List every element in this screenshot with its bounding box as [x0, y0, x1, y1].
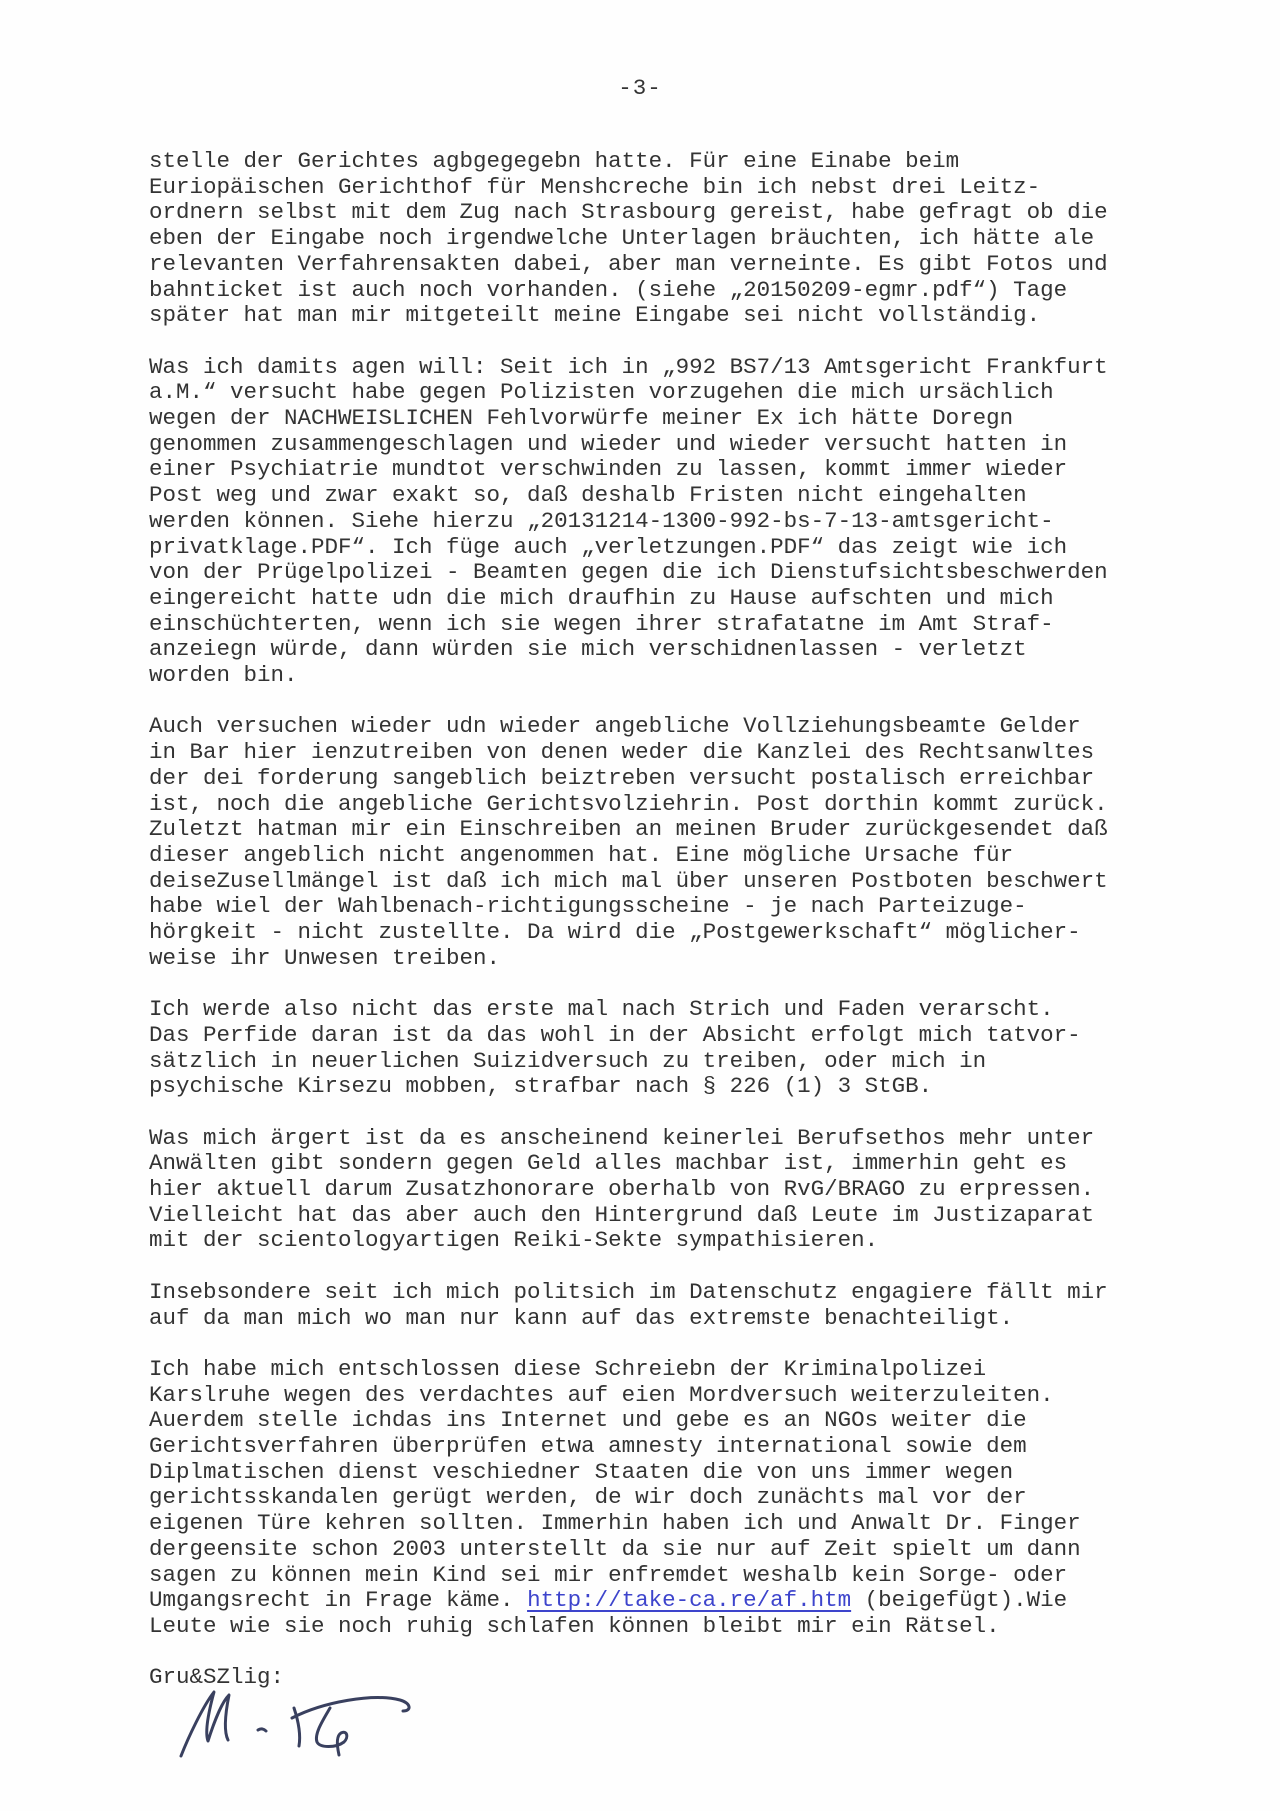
text-line: dergeensite schon 2003 unterstellt da sie nur auf Zeit spielt um dann — [149, 1535, 1081, 1562]
text-line: stelle der Gerichtes agbgegegebn hatte. Für eine Einabe beim — [149, 148, 960, 174]
handwritten-signature-icon — [148, 1678, 468, 1808]
text-line: einschüchterten, wenn ich sie wegen ihrer strafatatne im Amt Straf- — [149, 610, 1054, 637]
text-line: eigenen Türe kehren sollten. Immerhin haben ich und Anwalt Dr. Finger — [149, 1510, 1081, 1537]
text-line: Insebsondere seit ich mich politsich im Datenschutz engagiere fällt mir — [149, 1278, 1108, 1305]
text-line: Karslruhe wegen des verdachtes auf eien Mordversuch weiterzuleiten. — [149, 1381, 1054, 1408]
closing-salutation: Gru&SZlig: — [149, 1664, 285, 1691]
text-line: Euriopäischen Gerichthof für Menshcreche bin ich nebst drei Leitz- — [149, 173, 1041, 200]
text-line: später hat man mir mitgeteilt meine Eingabe sei nicht vollständig. — [149, 302, 1041, 329]
paragraph — [149, 714, 1159, 971]
paragraph — [149, 355, 1159, 689]
text-line: Leute wie sie noch ruhig schlafen können bleibt mir ein Rätsel. — [149, 1612, 1000, 1639]
take-ca-re-link[interactable]: http://take-ca.re/af.htm — [527, 1587, 852, 1614]
text-segment: (beigefügt).Wie — [851, 1587, 1068, 1614]
text-line: mit der scientologyartigen Reiki-Sekte sympathisieren. — [149, 1227, 879, 1254]
paragraph — [149, 1126, 1159, 1255]
signature-stroke — [258, 1729, 266, 1731]
text-line: Anwälten gibt sondern gegen Geld alles machbar ist, immerhin geht es — [149, 1150, 1068, 1177]
text-line: einer Psychiatrie mundtot verschwinden zu lassen, kommt immer wieder — [149, 456, 1068, 483]
text-line: gerichtsskandalen gerügt werden, de wir doch zunächts mal vor der — [149, 1484, 1027, 1511]
text-line: worden bin. — [149, 662, 298, 689]
text-line: bahnticket ist auch noch vorhanden. (siehe „20150209-egmr.pdf“) Tage — [149, 276, 1068, 303]
text-line: Post weg und zwar exakt so, daß deshalb Fristen nicht eingehalten — [149, 482, 1027, 509]
text-line: ist, noch die angebliche Gerichtsvolziehrin. Post dorthin kommt zurück. — [149, 790, 1108, 817]
text-line: relevanten Verfahrensakten dabei, aber man verneinte. Es gibt Fotos und — [149, 250, 1108, 277]
paragraph — [149, 1357, 1159, 1640]
text-line: in Bar hier ienzutreiben von denen weder die Kanzlei des Rechtsanwltes — [149, 739, 1095, 766]
text-line: sätzlich in neuerlichen Suizidversuch zu treiben, oder mich in — [149, 1047, 987, 1074]
text-line: habe wiel der Wahlbenach-richtigungsscheine - je nach Parteizuge- — [149, 893, 1027, 920]
text-line: eingereicht hatte udn die mich draufhin zu Hause aufschten und mich — [149, 584, 1054, 611]
text-line: Diplmatischen dienst veschiedner Staaten die von uns immer wegen — [149, 1458, 1014, 1485]
text-line: Das Perfide daran ist da das wohl in der Absicht erfolgt mich tatvor- — [149, 1021, 1081, 1048]
text-line: werden können. Siehe hierzu „20131214-1300-992-bs-7-13-amtsgericht- — [149, 507, 1054, 534]
text-line: dieser angeblich nicht angenommen hat. Eine mögliche Ursache für — [149, 841, 1014, 868]
text-line: von der Prügelpolizei - Beamten gegen die ich Dienstufsichtsbeschwerden — [149, 559, 1108, 586]
paragraph — [149, 1280, 1159, 1331]
signature-stroke — [316, 1708, 346, 1755]
text-line: genommen zusammengeschlagen und wieder und wieder versucht hatten in — [149, 430, 1068, 457]
text-line: weise ihr Unwesen treiben. — [149, 944, 501, 971]
text-line: sagen zu können mein Kind sei mir enfremdet weshalb kein Sorge- oder — [149, 1561, 1068, 1588]
text-line: Ich habe mich entschlossen diese Schreiebn der Kriminalpolizei — [149, 1355, 987, 1382]
text-line: ordnern selbst mit dem Zug nach Strasbourg gereist, habe gefragt ob die — [149, 199, 1108, 226]
text-line: Zuletzt hatman mir ein Einschreiben an meinen Bruder zurückgesendet daß — [149, 816, 1108, 843]
text-line: der dei forderung sangeblich beiztreben versucht postalisch erreichbar — [149, 764, 1095, 791]
text-line: Vielleicht hat das aber auch den Hintergrund daß Leute im Justizaparat — [149, 1201, 1095, 1228]
text-line: anzeiegn würde, dann würden sie mich verschidnenlassen - verletzt — [149, 636, 1027, 663]
text-line: a.M.“ versucht habe gegen Polizisten vorzugehen die mich ursächlich — [149, 379, 1054, 406]
paragraph — [149, 149, 1159, 329]
text-line: hier aktuell darum Zusatzhonorare oberhalb von RvG/BRAGO zu erpressen. — [149, 1176, 1095, 1203]
text-line: deiseZusellmängel ist daß ich mich mal über unseren Postboten beschwert — [149, 867, 1108, 894]
text-line: privatklage.PDF“. Ich füge auch „verletzungen.PDF“ das zeigt wie ich — [149, 533, 1068, 560]
text-line: Was mich ärgert ist da es anscheinend keinerlei Berufsethos mehr unter — [149, 1124, 1095, 1151]
letter-body — [149, 149, 1159, 1691]
text-line: Auerdem stelle ichdas ins Internet und gebe es an NGOs weiter die — [149, 1407, 1027, 1434]
paragraph — [149, 997, 1159, 1100]
text-line: Auch versuchen wieder udn wieder angebliche Vollziehungsbeamte Gelder — [149, 713, 1081, 740]
text-line — [149, 1588, 1159, 1614]
text-line: eben der Eingabe noch irgendwelche Unterlagen bräuchten, ich hätte ale — [149, 225, 1095, 252]
text-line: Was ich damits agen will: Seit ich in „992 BS7/13 Amtsgericht Frankfurt — [149, 353, 1108, 380]
text-line: auf da man mich wo man nur kann auf das extremste benachteiligt. — [149, 1304, 1014, 1331]
text-line: psychische Kirsezu mobben, strafbar nach § 226 (1) 3 StGB. — [149, 1073, 933, 1100]
text-segment: Umgangsrecht in Frage käme. — [149, 1587, 528, 1614]
signature-stroke — [181, 1692, 229, 1756]
text-line: hörgkeit - nicht zustellte. Da wird die „Postgewerkschaft“ möglicher- — [149, 919, 1081, 946]
text-line: Gerichtsverfahren überprüfen etwa amnesty international sowie dem — [149, 1433, 1027, 1460]
text-line: Ich werde also nicht das erste mal nach Strich und Faden verarscht. — [149, 996, 1054, 1023]
page-number: -3- — [618, 75, 662, 101]
text-line: wegen der NACHWEISLICHEN Fehlvorwürfe meiner Ex ich hätte Doregn — [149, 405, 1014, 432]
signature-stroke — [292, 1698, 409, 1718]
